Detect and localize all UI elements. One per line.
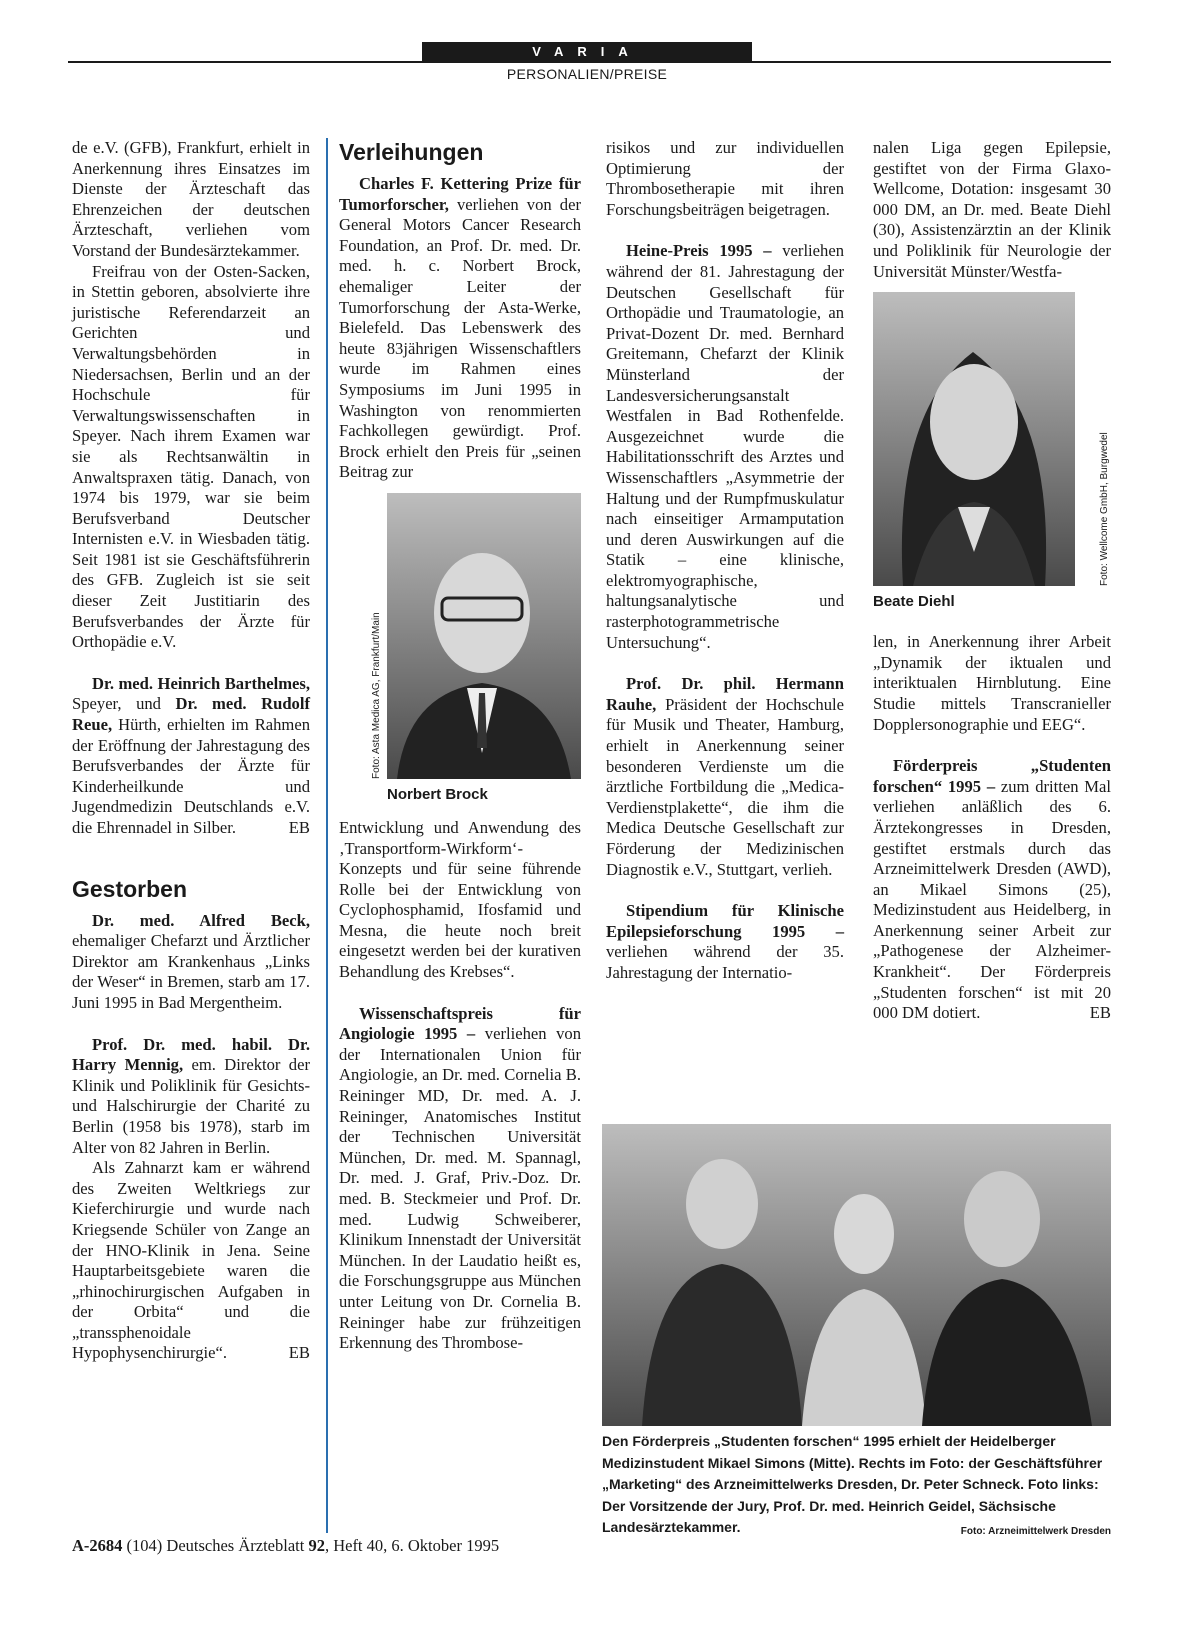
award-name: Wissenschaftspreis für Angiologie 1995 – xyxy=(339,1003,581,1044)
photo-block xyxy=(873,292,1111,632)
page-footer xyxy=(72,1536,499,1556)
person-name: Dr. med. Alfred Beck, xyxy=(92,910,310,930)
person-name: Dr. med. Heinrich Barthelmes, xyxy=(92,673,310,693)
caption-text: Den Förderpreis „Studenten forschen“ 1995 erhielt der Heidelberger Medizinstudent Mikael Simons (Mitte). Rechts im Foto: der Geschäftsführer „Marketing“ des Arzneimittelwerks Dresden, Dr. Peter Schneck. Foto links: Der Vorsitzende der Jury, Prof. Dr. med. Heinrich Geidel, Sächsische Landesärztekammer. xyxy=(602,1433,1103,1535)
paragraph xyxy=(339,174,581,483)
photo-block xyxy=(339,493,581,818)
header-rule xyxy=(68,61,1111,63)
column-3 xyxy=(606,138,844,984)
paragraph xyxy=(72,674,310,839)
paragraph: Freifrau von der Osten-Sacken, in Stettin geboren, absolvierte ihre juristische Referendarzeit an Gerichten und Verwaltungsbehörden in Niedersachsen, Berlin und an der Hochschule für Verwaltungswissenschaften in Speyer. Nach ihrem Examen war sie als Rechtsanwältin in Anwaltspraxen tätig. Danach, von 1974 bis 1979, war sie beim Berufsverband Deutscher Internisten e.V. in Wiesbaden tätig. Seit 1981 ist sie Geschäftsführerin des GFB. Zugleich ist sie seit dieser Zeit Justitiarin des Berufsverbandes der Ärzte für Orthopädie e.V. xyxy=(72,261,310,652)
text: Speyer, und xyxy=(72,694,176,714)
text: Hürth, erhielten im Rahmen der Eröffnung der Jahrestagung des Berufsverbandes der Ärzte für Kinderheilkunde und Jugendmedizin Deutschlands e.V. die Ehrennadel in Silber. xyxy=(72,715,310,837)
volume-number: 92 xyxy=(308,1536,325,1555)
paragraph xyxy=(606,674,844,880)
text: em. Direktor der Klinik und Poliklinik für Gesichts- und Halschirurgie der Charité zu Berlin (1958 bis 1978), starb im Alter von 82 Jahren in Berlin. xyxy=(72,1055,310,1157)
text: verliehen während der 35. Jahrestagung der Internatio- xyxy=(606,942,844,982)
text: Als Zahnarzt kam er während des Zweiten Weltkriegs zur Kieferchirurgie und wurde nach Kriegsende Schüler von Zange an der HNO-Klinik in Jena. Seine Hauptarbeitsgebiete waren die „rhinochirurgischen Aufgaben in der Orbita“ und die „transsphenoidale Hypophysenchirurgie“. xyxy=(72,1158,310,1363)
column-2 xyxy=(339,138,581,1354)
portrait-figure xyxy=(387,493,581,779)
paragraph xyxy=(606,241,844,653)
paragraph: de e.V. (GFB), Frankfurt, erhielt in Anerkennung ihres Einsatzes im Dienste der Ärzteschaft das Ehrenzeichen der deutschen Ärzteschaft, verliehen vom Vorstand der Bundesärztekammer. xyxy=(72,138,310,260)
group-figures xyxy=(602,1124,1111,1426)
paragraph: len, in Anerkennung ihrer Arbeit „Dynamik der iktualen und interiktualen Hirnblutung. Eine Studie mittels Transcranieller Dopplersonographie und EEG“. xyxy=(873,632,1111,734)
text: ehemaliger Chefarzt und Ärztlicher Direktor am Krankenhaus „Links der Weser“ in Bremen, starb am 17. Juni 1995 in Bad Mergentheim. xyxy=(72,931,310,1012)
paragraph xyxy=(339,1004,581,1354)
person-name: Dr. med. Rudolf Reue, xyxy=(72,694,310,735)
portrait-figure xyxy=(873,292,1075,586)
text: verliehen von der Internationalen Union für Angiologie, an Dr. med. Cornelia B. Reininger MD, Dr. med. A. J. Reininger, Anatomisches Institut der Technischen Universität München, Dr. med. M. Spannagl, Dr. med. J. Graf, Priv.-Doz. Dr. med. B. Steckmeier und Prof. Dr. med. Ludwig Schweiberer, Klinikum Innenstadt der Universität München. In der Laudatio heißt es, die Forschungsgruppe aus München unter Leitung von Dr. Cornelia B. Reininger habe zur frühzeitigen Erkennung des Thrombose- xyxy=(339,1024,581,1353)
group-photo xyxy=(602,1124,1111,1426)
photo-caption: Beate Diehl xyxy=(873,593,955,611)
subsection-label: PERSONALIEN/PREISE xyxy=(506,66,668,82)
page-number: A-2684 xyxy=(72,1536,123,1555)
photo-credit: Foto: Wellcome GmbH, Burgwedel xyxy=(1099,432,1110,587)
section-label: VARIA xyxy=(422,42,752,61)
paragraph: nalen Liga gegen Epilepsie, gestiftet von der Firma Glaxo-Wellcome, Dotation: insgesamt 30 000 DM, an Dr. med. Beate Diehl (30), Assistenzärztin an der Klinik und Poliklinik für Neurologie der Universität Münster/Westfa- xyxy=(873,138,1111,281)
person-name: Prof. Dr. phil. Hermann Rauhe, xyxy=(606,674,844,714)
award-name: Förderpreis „Studenten forschen“ 1995 – xyxy=(873,756,1111,796)
paragraph xyxy=(72,1158,310,1364)
award-name: Stipendium für Klinische Epilepsieforschung 1995 – xyxy=(606,901,844,941)
author-initials: EB xyxy=(1089,1003,1111,1023)
paragraph xyxy=(72,911,310,1014)
award-name: Heine-Preis 1995 – xyxy=(626,241,772,261)
section-heading: Gestorben xyxy=(72,875,188,902)
text: verliehen von der General Motors Cancer Research Foundation, an Prof. Dr. med. Dr. med. h. c. Norbert Brock, ehemaliger Leiter der Tumorforschung der Asta-Werke, Bielefeld. Das Lebenswerk des heute 83jährigen Wissenschaftlers wurde im Rahmen eines Symposiums im Juni 1995 in Washington von renommierten Fachkollegen gewürdigt. Prof. Brock erhielt den Preis für „seinen Beitrag zur xyxy=(339,194,581,482)
author-initials: EB xyxy=(288,1343,310,1363)
footer-text: (104) Deutsches Ärzteblatt xyxy=(126,1536,309,1555)
column-1 xyxy=(72,138,310,1364)
person-name: Prof. Dr. med. habil. Dr. Harry Mennig, xyxy=(72,1034,310,1075)
column-4 xyxy=(873,138,1111,1024)
paragraph xyxy=(72,1035,310,1159)
photo-credit: Foto: Arzneimittelwerk Dresden xyxy=(960,1526,1111,1537)
group-photo-caption xyxy=(602,1431,1111,1543)
section-heading: Verleihungen xyxy=(339,139,484,165)
portrait-photo xyxy=(873,292,1075,586)
text: zum dritten Mal verliehen anläßlich des 6. Ärztekongresses in Dresden, gestiftet erstmals durch das Arzneimittelwerk Dresden (AWD), an Mikael Simons (25), Medizinstudent aus Heidelberg, in Anerkennung seiner Arbeit zur „Pathogenese der Alzheimer-Krankheit“. Der Förderpreis „Studenten forschen“ ist mit 20 000 DM dotiert. xyxy=(873,776,1111,1023)
paragraph: risikos und zur individuellen Optimierung der Thrombosetherapie mit ihren Forschungsbeiträgen beigetragen. xyxy=(606,138,844,219)
photo-credit: Foto: Asta Medica AG, Frankfurt/Main xyxy=(371,612,382,779)
author-initials: EB xyxy=(288,818,310,837)
paragraph xyxy=(606,901,844,983)
paragraph xyxy=(873,756,1111,1024)
portrait-photo xyxy=(387,493,581,779)
issue-text: , Heft 40, 6. Oktober 1995 xyxy=(324,1536,500,1555)
photo-caption: Norbert Brock xyxy=(387,785,488,803)
award-name: Charles F. Kettering Prize für Tumorforscher, xyxy=(339,174,581,214)
paragraph: Entwicklung und Anwendung des ‚Transportform-Wirkform‘-Konzepts und für seine führende Rolle bei der Entwicklung von Cyclophosphamid, Ifosfamid und Mesna, die heute noch breit eingesetzt werden bei der kurativen Behandlung des Krebses“. xyxy=(339,817,581,982)
text: Präsident der Hochschule für Musik und Theater, Hamburg, erhielt in Anerkennung seiner besonderen Verdienste um die ärztliche Fortbildung die „Medica-Verdienstplakette“, die ihm die Medica Deutsche Gesellschaft zur Förderung der Medizinischen Diagnostik e.V., Stuttgart, verlieh. xyxy=(606,694,844,879)
column-divider xyxy=(326,138,328,1533)
text: verliehen während der 81. Jahrestagung der Deutschen Gesellschaft für Orthopädie und Traumatologie, an Privat-Dozent Dr. med. Bernhard Greitemann, Chefarzt der Klinik Münsterland der Landesversicherungsanstalt Westfalen in Bad Rothenfelde. Ausgezeichnet wurde die Habilitationsschrift des Arztes und Wissenschaftlers „Asymmetrie der Haltung und der Rumpfmuskulatur nach einseitiger Armamputation und deren Auswirkungen auf die Statik – eine klinische, elektromyographische, haltungsanalytische und rasterphotogrammetrische Untersuchung“. xyxy=(606,241,844,652)
